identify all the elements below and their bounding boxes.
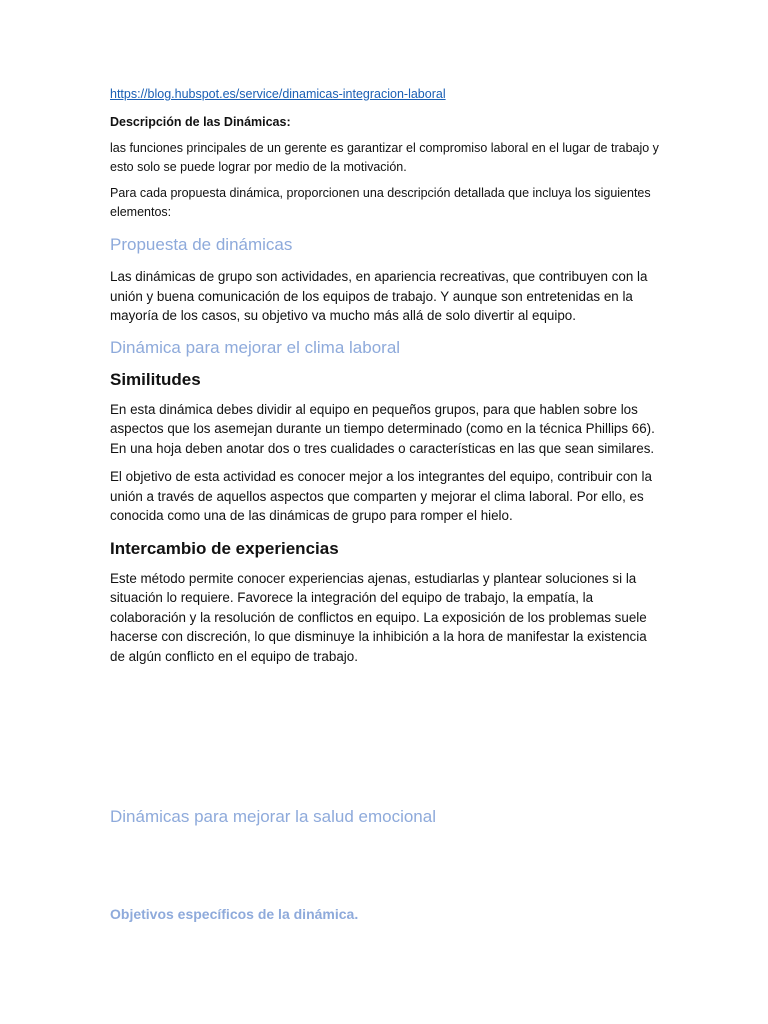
intercambio-paragraph: Este método permite conocer experiencias ajenas, estudiarlas y plantear soluciones si la situación lo requiere. Favorece la integración del equipo de trabajo, la empatía, la colaboración y la resolución de conflictos en equipo. La exposición de los problemas suele hacerse con discreción, lo que disminuye la inhibición a la hora de manifestar la existencia de algún conflicto en el equipo de trabajo.: [110, 570, 647, 664]
section-heading-clima-laboral: Dinámica para mejorar el clima laboral: [110, 337, 401, 357]
source-link[interactable]: https://blog.hubspot.es/service/dinamicas-integracion-laboral: [110, 87, 446, 101]
subheading-similitudes: Similitudes: [110, 369, 201, 389]
subheading-intercambio: Intercambio de experiencias: [110, 538, 339, 558]
section-heading-salud-emocional: Dinámicas para mejorar la salud emocional: [110, 807, 436, 826]
intro-paragraph-2: Para cada propuesta dinámica, proporcionen una descripción detallada que incluya los siguientes elementos:: [110, 186, 651, 219]
description-heading: Descripción de las Dinámicas:: [110, 115, 291, 129]
intro-paragraph-1: las funciones principales de un gerente es garantizar el compromiso laboral en el lugar de trabajo y esto solo se puede lograr por medio de la motivación.: [110, 141, 659, 174]
objetivos-heading: Objetivos específicos de la dinámica.: [110, 906, 359, 922]
section-heading-propuesta: Propuesta de dinámicas: [110, 235, 293, 254]
similitudes-paragraph-1: En esta dinámica debes dividir al equipo en pequeños grupos, para que hablen sobre los aspectos que los asemejan durante un tiempo determinado (como en la técnica Phillips 66). En una hoja deben anotar dos o tres cualidades o características en las que sean similares.: [110, 401, 655, 456]
similitudes-paragraph-2: El objetivo de esta actividad es conocer mejor a los integrantes del equipo, contribuir con la unión a través de aquellos aspectos que comparten y mejorar el clima laboral. Por ello, es conocida como una de las dinámicas de grupo para romper el hielo.: [110, 469, 652, 523]
document-body: [110, 86, 660, 666]
propuesta-paragraph: Las dinámicas de grupo son actividades, en apariencia recreativas, que contribuyen con la unión y buena comunicación de los equipos de trabajo. Y aunque son entretenidas en la mayoría de los casos, su objetivo va mucho más allá de solo divertir al equipo.: [110, 269, 648, 323]
